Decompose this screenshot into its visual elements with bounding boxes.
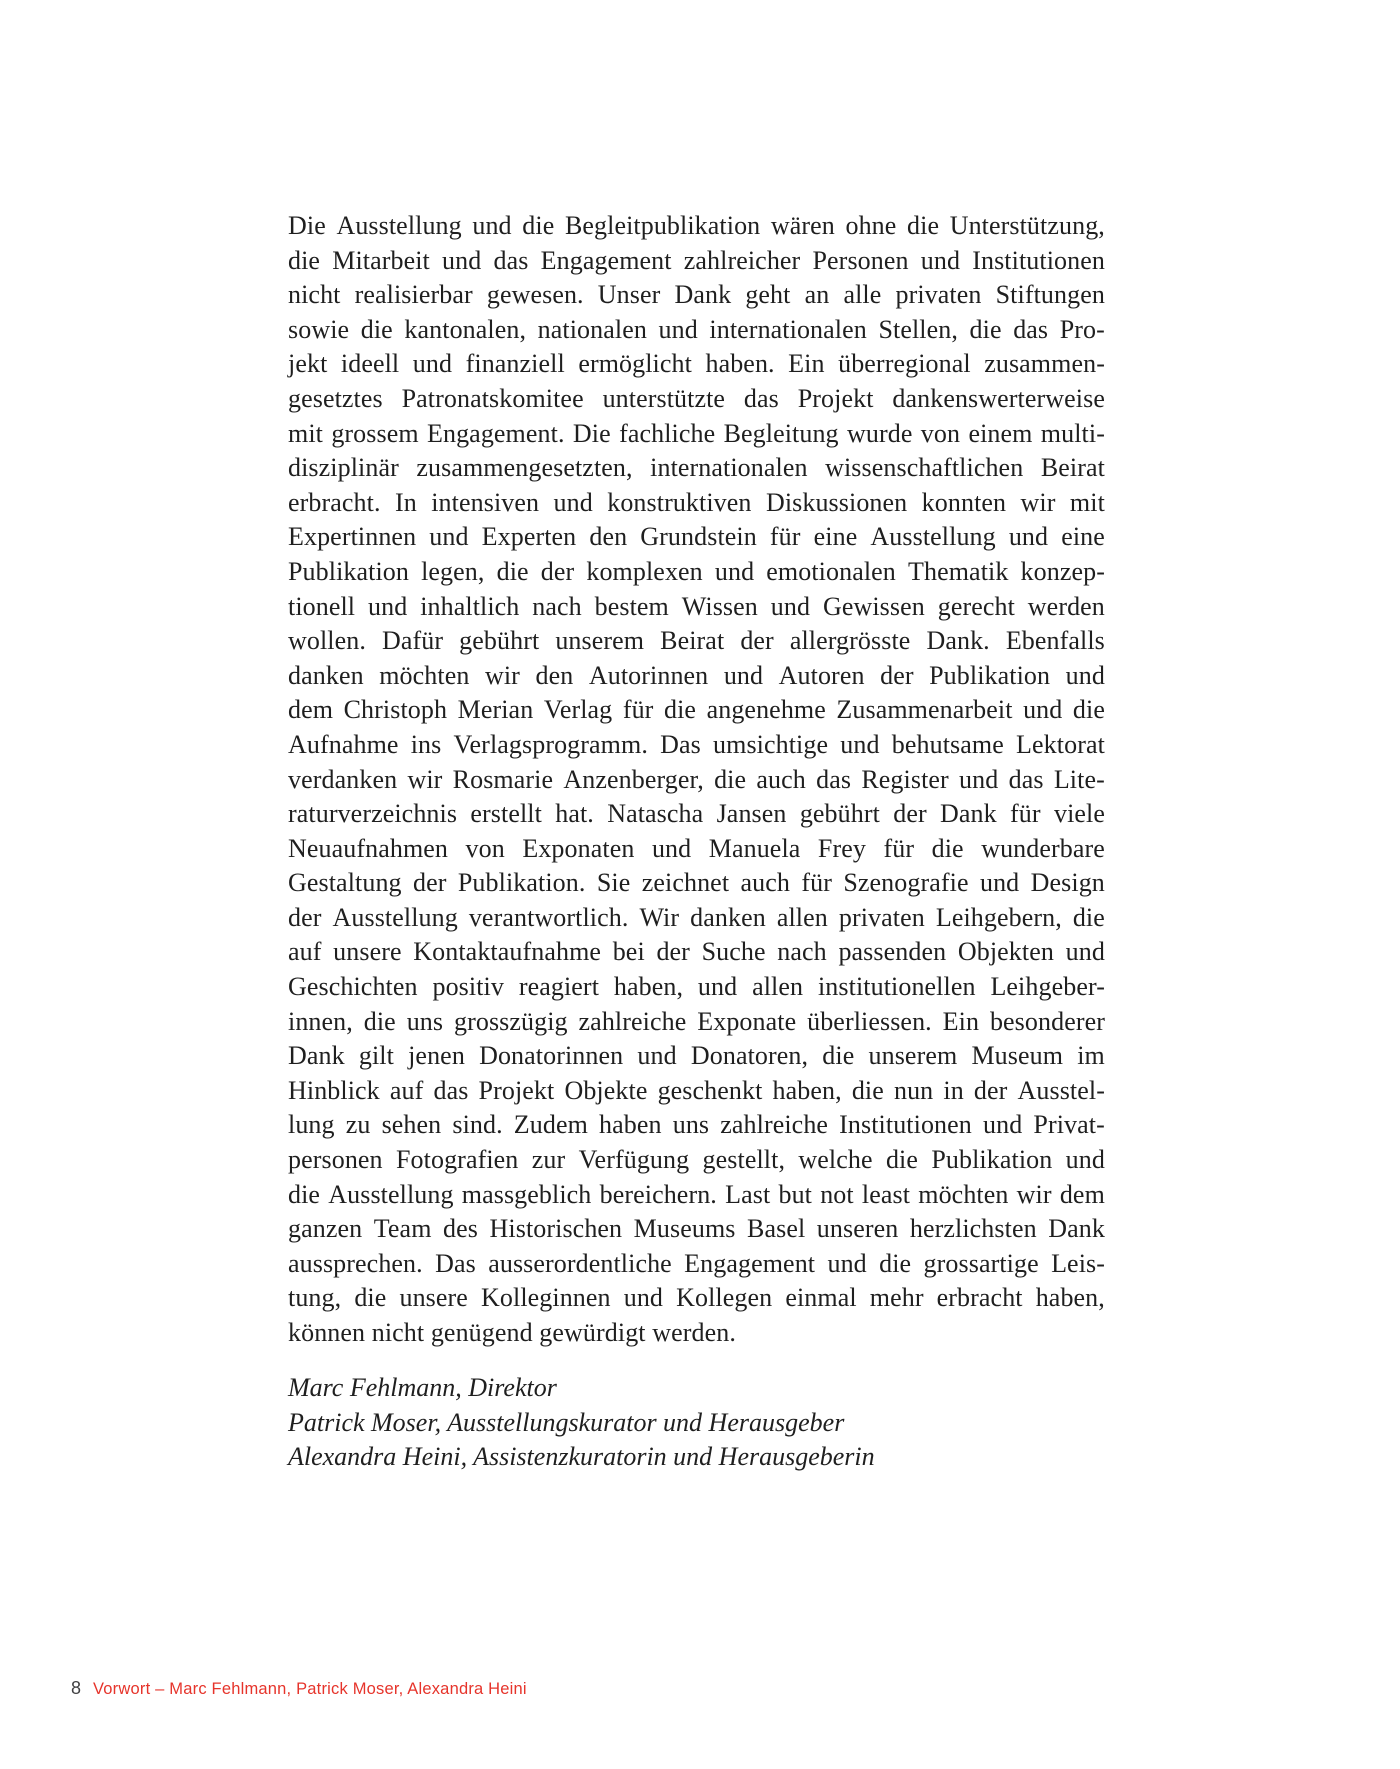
paragraph-line: Hinblick auf das Projekt Objekte geschenkt haben, die nun in der Ausstel- [288, 1075, 1105, 1105]
paragraph-line: tung, die unsere Kolleginnen und Kollegen einmal mehr erbracht haben, [288, 1283, 1105, 1313]
paragraph-line: der Ausstellung verantwortlich. Wir danken allen privaten Leihgebern, die [288, 902, 1105, 932]
paragraph-line: innen, die uns grosszügig zahlreiche Exponate überliessen. Ein besonderer [288, 1006, 1105, 1036]
paragraph-line: können nicht genügend gewürdigt werden. [288, 1318, 736, 1347]
paragraph-line: disziplinär zusammengesetzten, internationalen wissenschaftlichen Beirat [288, 453, 1105, 483]
paragraph-line: auf unsere Kontaktaufnahme bei der Suche nach passenden Objekten und [288, 937, 1105, 967]
paragraph-line: nicht realisierbar gewesen. Unser Dank geht an alle privaten Stiftungen [288, 280, 1105, 310]
paragraph-line: Aufnahme ins Verlagsprogramm. Das umsichtige und behutsame Lektorat [288, 729, 1105, 759]
paragraph-line: Geschichten positiv reagiert haben, und allen institutionellen Leihgeber- [288, 972, 1105, 1002]
paragraph-line: sowie die kantonalen, nationalen und internationalen Stellen, die das Pro- [288, 314, 1105, 344]
paragraph-line: Neuaufnahmen von Exponaten und Manuela Frey für die wunderbare [288, 833, 1105, 863]
paragraph-line: jekt ideell und finanziell ermöglicht haben. Ein überregional zusammen- [288, 349, 1105, 379]
signature-line: Alexandra Heini, Assistenzkuratorin und Herausgeberin [288, 1442, 875, 1472]
signature-line: Marc Fehlmann, Direktor [288, 1373, 557, 1402]
paragraph-line: erbracht. In intensiven und konstruktiven Diskussionen konnten wir mit [288, 487, 1105, 517]
page-number: 8 [71, 1678, 82, 1698]
paragraph-line: tionell und inhaltlich nach bestem Wissen und Gewissen gerecht werden [288, 591, 1105, 621]
paragraph-line: danken möchten wir den Autorinnen und Autoren der Publikation und [288, 660, 1105, 690]
paragraph-line: mit grossem Engagement. Die fachliche Begleitung wurde von einem multi- [288, 418, 1105, 448]
running-title: Vorwort – Marc Fehlmann, Patrick Moser, Alexandra Heini [93, 1680, 527, 1698]
paragraph-line: verdanken wir Rosmarie Anzenberger, die auch das Register und das Lite- [288, 764, 1105, 794]
paragraph-line: ganzen Team des Historischen Museums Basel unseren herzlichsten Dank [288, 1214, 1105, 1244]
paragraph-line: Publikation legen, die der komplexen und emotionalen Thematik konzep- [288, 556, 1105, 586]
paragraph-line: Die Ausstellung und die Begleitpublikation wären ohne die Unterstützung, [288, 211, 1105, 240]
paragraph-line: gesetztes Patronatskomitee unterstützte das Projekt dankenswerterweise [288, 383, 1105, 413]
paragraph-line: personen Fotografien zur Verfügung gestellt, welche die Publikation und [288, 1145, 1105, 1175]
paragraph-line: Gestaltung der Publikation. Sie zeichnet auch für Szenografie und Design [288, 868, 1105, 898]
paragraph-line: Expertinnen und Experten den Grundstein für eine Ausstellung und eine [288, 522, 1105, 552]
paragraph-line: dem Christoph Merian Verlag für die angenehme Zusammenarbeit und die [288, 695, 1105, 725]
page-footer [71, 1678, 527, 1699]
paragraph-line: lung zu sehen sind. Zudem haben uns zahlreiche Institutionen und Privat- [288, 1110, 1105, 1140]
paragraph-line: die Ausstellung massgeblich bereichern. Last but not least möchten wir dem [288, 1179, 1105, 1209]
paragraph-line: die Mitarbeit und das Engagement zahlreicher Personen und Institutionen [288, 245, 1105, 275]
paragraph-line: raturverzeichnis erstellt hat. Natascha Jansen gebührt der Dank für viele [288, 799, 1105, 829]
paragraph-line: wollen. Dafür gebührt unserem Beirat der allergrösste Dank. Ebenfalls [288, 626, 1105, 656]
paragraph-line: aussprechen. Das ausserordentliche Engagement und die grossartige Leis- [288, 1248, 1105, 1278]
signature-block [288, 1371, 1105, 1475]
preface-paragraph [288, 209, 1105, 1351]
paragraph-line: Dank gilt jenen Donatorinnen und Donatoren, die unserem Museum im [288, 1041, 1105, 1071]
signature-line: Patrick Moser, Ausstellungskurator und Herausgeber [288, 1407, 845, 1437]
